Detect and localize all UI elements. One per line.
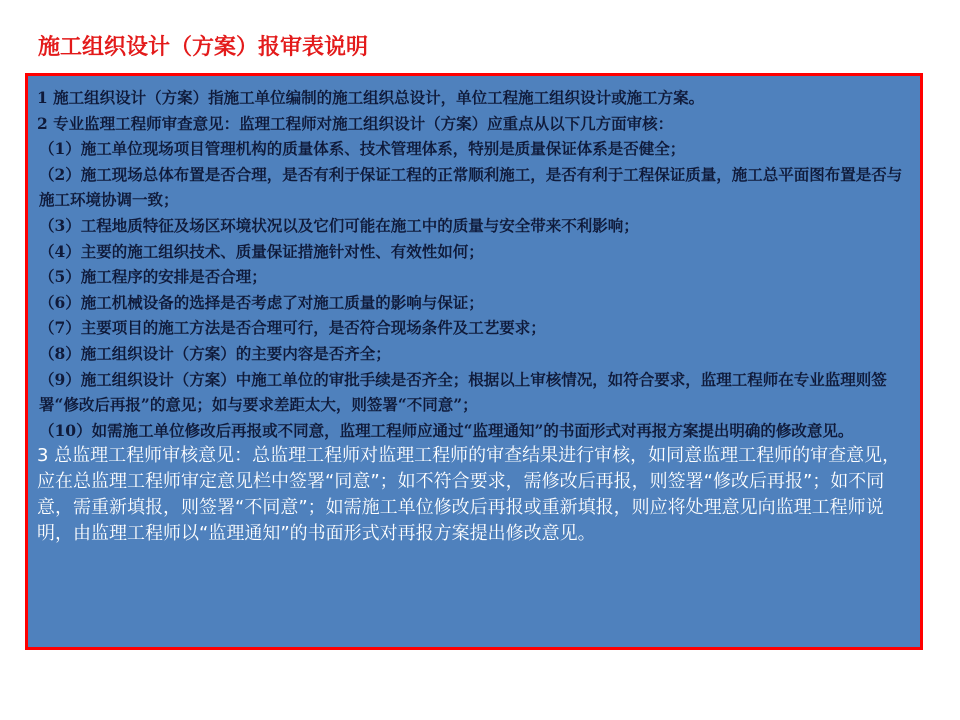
page-title: 施工组织设计（方案）报审表说明	[38, 34, 369, 60]
section-2-item-3: （3）工程地质特征及场区环境状况以及它们可能在施工中的质量与安全带来不利影响；	[39, 215, 639, 235]
section-2-item-8: （8）施工组织设计（方案）的主要内容是否齐全；	[39, 343, 391, 363]
section-2-item-6: （6）施工机械设备的选择是否考虑了对施工质量的影响与保证；	[39, 292, 484, 312]
section-2-item-2: （2）施工现场总体布置是否合理，是否有利于保证工程的正常顺利施工，是否有利于工程保证质量，施工总平面图布置是否与施工环境协调一致；	[39, 164, 903, 210]
section-2-item-1: （1）施工单位现场项目管理机构的质量体系、技术管理体系，特别是质量保证体系是否健全；	[39, 139, 686, 159]
section-1-text: 1 施工组织设计（方案）指施工单位编制的施工组织总设计，单位工程施工组织设计或施工方案。	[37, 88, 705, 107]
section-2-heading: 2 专业监理工程师审查意见：监理工程师对施工组织设计（方案）应重点从以下几方面审核：	[37, 113, 674, 133]
section-2-item-4: （4）主要的施工组织技术、质量保证措施针对性、有效性如何；	[39, 241, 484, 261]
section-2-item-5: （5）施工程序的安排是否合理；	[39, 267, 267, 287]
section-2-item-7: （7）主要项目的施工方法是否合理可行，是否符合现场条件及工艺要求；	[39, 318, 546, 338]
section-3-text: 3 总监理工程师审核意见：总监理工程师对监理工程师的审查结果进行审核，如同意监理工程师的审查意见，应在总监理工程师审定意见栏中签署“同意”；如不符合要求，需修改后再报，则签署“修改后再报”；如不同意，需重新填报，则签署“不同意”；如需施工单位修改后再报或重新填报，则应将处理意见向监理工程师说明，由监理工程师以“监理通知”的书面形式对再报方案提出修改意见。	[37, 445, 901, 545]
review-notes	[37, 85, 912, 443]
section-2-item-10: （10）如需施工单位修改后再报或不同意，监理工程师应通过“监理通知”的书面形式对再报方案提出明确的修改意见。	[39, 420, 854, 440]
explanation-box	[25, 73, 923, 650]
section-2-item-9: （9）施工组织设计（方案）中施工单位的审批手续是否齐全；根据以上审核情况，如符合要求，监理工程师在专业监理则签署“修改后再报”的意见；如与要求差距太大，则签署“不同意”；	[39, 369, 887, 415]
